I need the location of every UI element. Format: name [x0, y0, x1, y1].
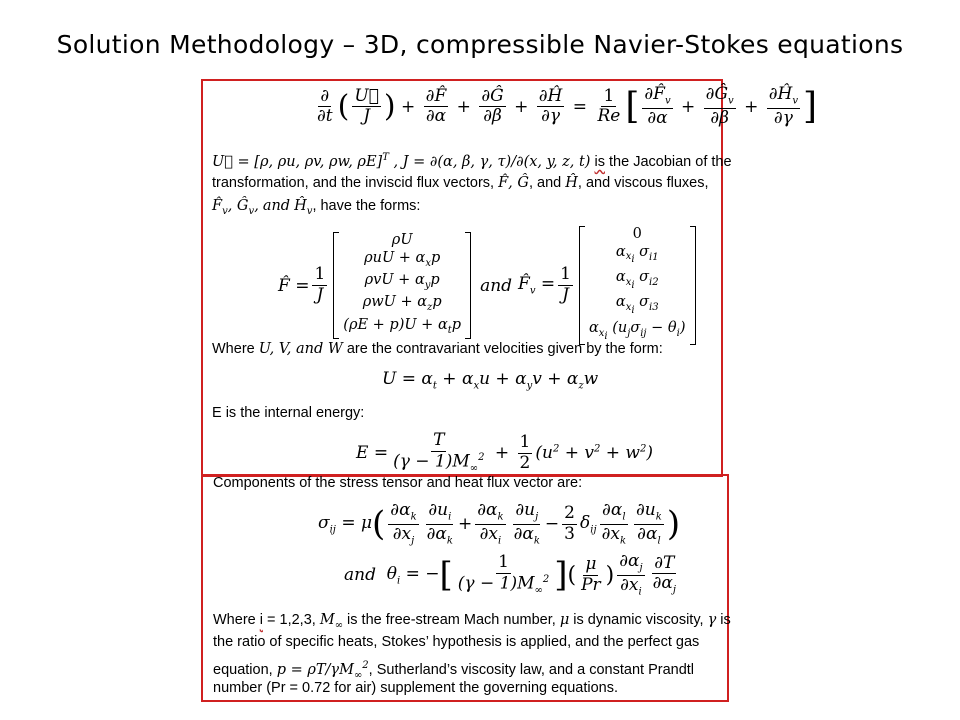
stress-heading: Components of the stress tensor and heat flux vector are:: [213, 475, 583, 491]
contravariant-equation: $U = \alpha_t + \alpha_xu + \alpha_yv + \alpha_zw$: [382, 369, 599, 392]
closure-paragraph-line3: equation, $p = \rho T/\gamma M_\infty^2$, Sutherland’s viscosity law, and a constant Prandtl: [213, 660, 695, 681]
closure-paragraph-line2: the ratio of specific heats, Stokes’ hypothesis is applied, and the perfect gas: [213, 634, 700, 650]
flux-vectors-line: transformation, and the inviscid flux vectors, F̂, Ĝ, and Ĥ, and viscous fluxes,: [212, 175, 709, 191]
heat-flux-equation: and $\theta_i$ = − [ $\frac{1}{(\gamma - 1)M_\infty^2}$ ] ( $\frac{\mu}{Pr}$ ) $\frac{\partial\alpha_j}{\partial x_i}$ $\frac{\partial T}{\partial\alpha_j}$: [344, 551, 677, 598]
is-link: is: [594, 153, 605, 170]
flux-matrix-equation: F̂ = $\frac{1}{J}$ ρU $\rho uU + \alpha_xp$ $\rho vU + \alpha_yp$ $\rho wU + \alpha_zp$ $(\rho E + p)U + \alpha_tp$ and $F̂_v$ = $\frac{1}{J}$ 0 $\alpha_{x_i}$ $\sigma_{i1}$ $\alpha_{x_i}$ $\sigma_{i2}$ $\alpha_{x_i}$ $\sigma_{i3}$ $\alpha_{x_i}$ $(u_j\sigma_{ij} - \theta_i)$: [278, 226, 699, 345]
closure-paragraph-line1: Where i = 1,2,3, $M_\infty$ is the free-stream Mach number, μ is dynamic viscosity, γ is: [213, 612, 731, 631]
closure-paragraph-line4: number (Pr = 0.72 for air) supplement the governing equations.: [213, 680, 619, 696]
navier-stokes-equation: $\frac{\partial}{\partial t}$ ( $\frac{U⃗}{J}$ ) + $\frac{\partial F̂}{\partial\alpha}$ + $\frac{\partial Ĝ}{\partial\beta}$ + $\frac{\partial Ĥ}{\partial\gamma}$ = $\frac{1}{Re}$ [ $\frac{\partial F̂_v}{\partial\alpha}$ + $\frac{\partial Ĝ_v}{\partial\beta}$ + $\frac{\partial Ĥ_v}{\partial\gamma}$ ]: [317, 84, 818, 128]
slide-title: Solution Methodology – 3D, compressible Navier-Stokes equations: [56, 30, 904, 59]
stress-tensor-equation: $\sigma_{ij} = \mu$ ( $\frac{\partial\alpha_k}{\partial x_j}$ $\frac{\partial u_i}{\partial\alpha_k}$ + $\frac{\partial\alpha_k}{\partial x_i}$ $\frac{\partial u_j}{\partial\alpha_k}$ − $\frac{2}{3}$ $\delta_{ij}$ $\frac{\partial\alpha_l}{\partial x_k}$ $\frac{\partial u_k}{\partial\alpha_l}$ ): [318, 500, 681, 547]
energy-equation: E = $\frac{T}{(\gamma - 1)M_\infty^2}$ + $\frac{1}{2}$ $(u^2 + v^2 + w^2)$: [356, 430, 653, 474]
contravariant-line: Where U, V, and W are the contravariant velocities given by the form:: [212, 341, 663, 357]
internal-energy-line: E is the internal energy:: [212, 405, 365, 421]
viscous-fluxes-line: $F̂_v$, $Ĝ_v$, and $Ĥ_v$, have the forms:: [212, 198, 421, 217]
state-vector-line: U⃗ = [ρ, ρu, ρv, ρw, ρE]$^T$ , J = ∂(α, β, γ, τ)/∂(x, y, z, t) is the Jacobian of the: [212, 152, 732, 170]
